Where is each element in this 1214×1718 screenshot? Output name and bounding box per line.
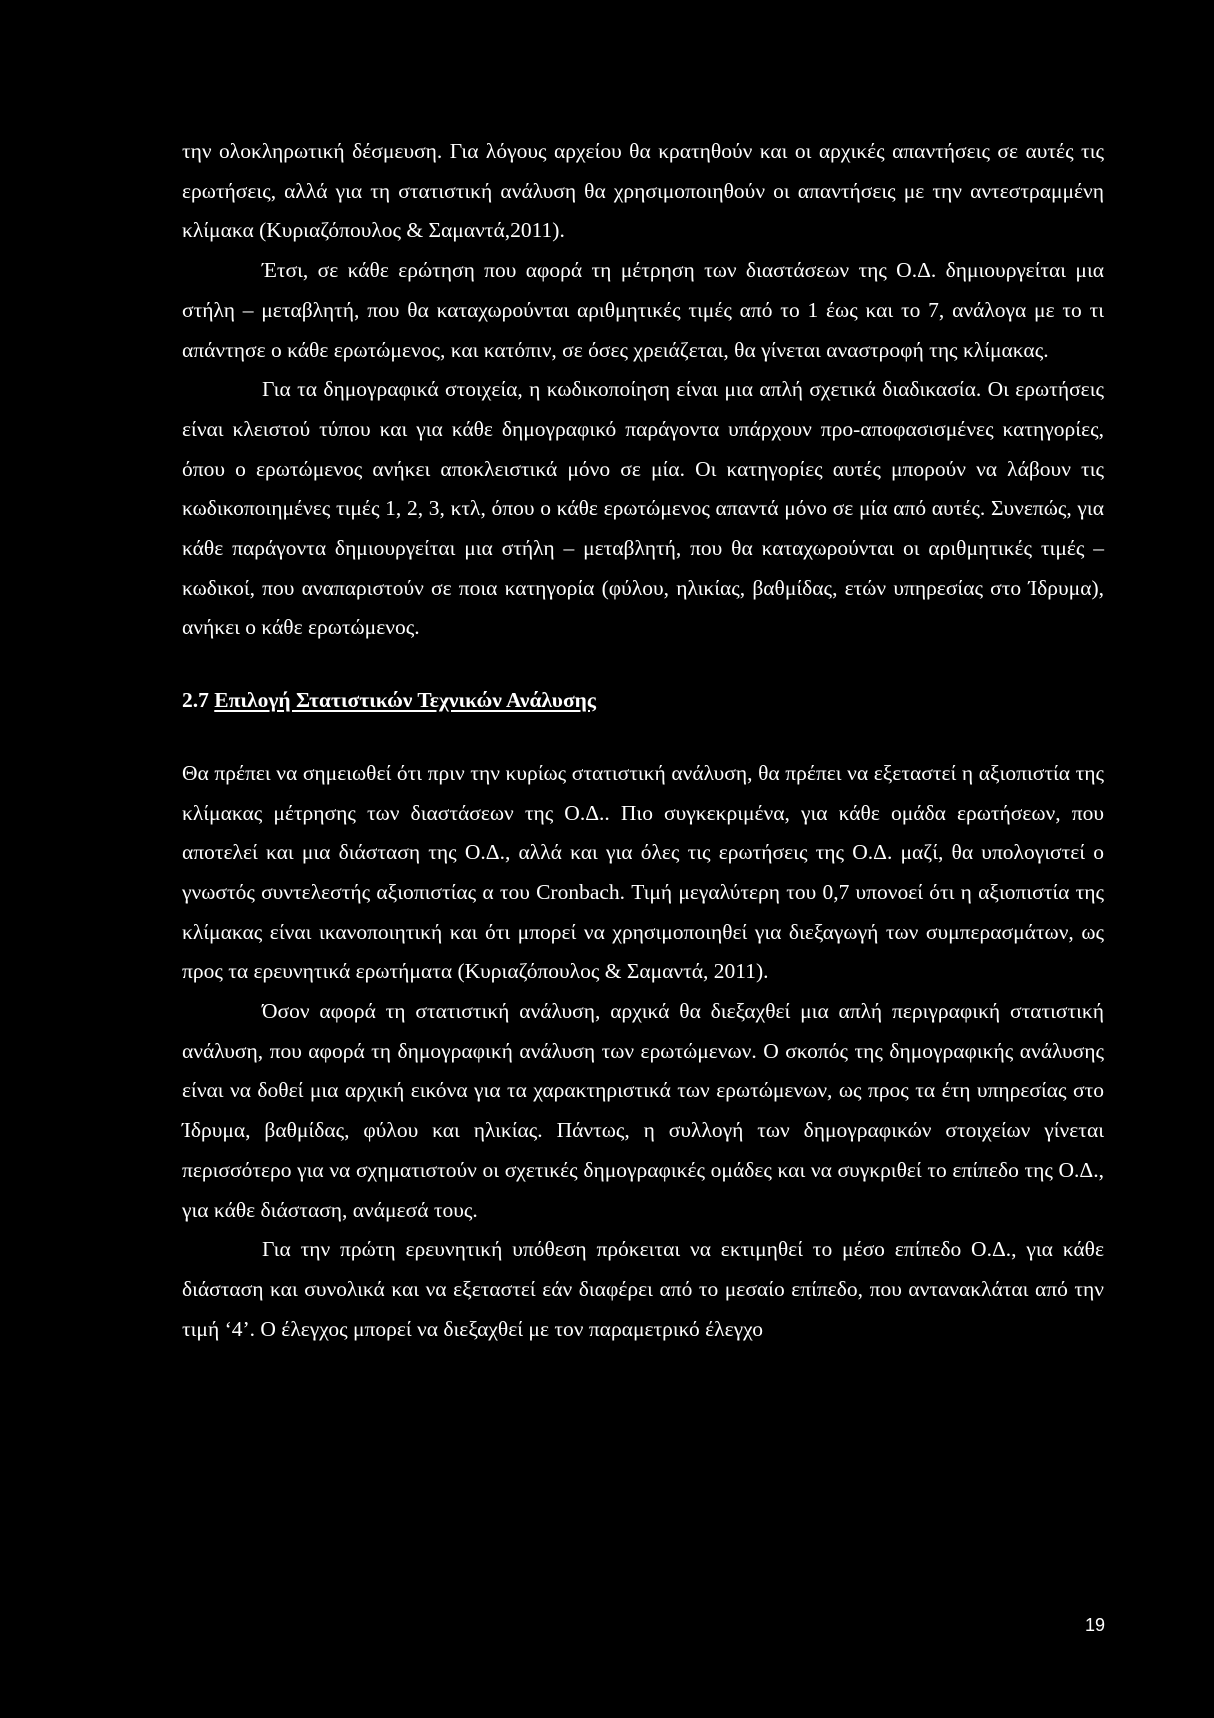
section-heading: [182, 681, 1104, 721]
paragraph-2: Έτσι, σε κάθε ερώτηση που αφορά τη μέτρηση των διαστάσεων της Ο.Δ. δημιουργείται μια στήλη – μεταβλητή, που θα καταχωρούνται αριθμητικές τιμές από το 1 έως και το 7, ανάλογα με το τι απάντησε ο κάθε ερωτώμενος, και κατόπιν, σε όσες χρειάζεται, θα γίνεται αναστροφή της κλίμακας.: [182, 258, 1104, 362]
section-title: Επιλογή Στατιστικών Τεχνικών Ανάλυσης: [214, 688, 596, 713]
page-content: [182, 132, 1104, 1349]
paragraph-1: την ολοκληρωτική δέσμευση. Για λόγους αρχείου θα κρατηθούν και οι αρχικές απαντήσεις σε αυτές τις ερωτήσεις, αλλά για τη στατιστική ανάλυση θα χρησιμοποιηθούν οι απαντήσεις με την αντεστραμμένη κλίμακα (Κυριαζόπουλος & Σαμαντά,2011).: [182, 139, 1104, 243]
paragraph-6: Για την πρώτη ερευνητική υπόθεση πρόκειται να εκτιμηθεί το μέσο επίπεδο Ο.Δ., για κάθε διάσταση και συνολικά και να εξεταστεί εάν διαφέρει από το μεσαίο επίπεδο, που αντανακλάται από την τιμή ‘4’. Ο έλεγχος μπορεί να διεξαχθεί με τον παραμετρικό έλεγχο: [182, 1237, 1104, 1341]
page-number: 19: [1084, 1615, 1105, 1635]
paragraph-4: Θα πρέπει να σημειωθεί ότι πριν την κυρίως στατιστική ανάλυση, θα πρέπει να εξεταστεί η αξιοπιστία της κλίμακας μέτρησης των διαστάσεων της Ο.Δ.. Πιο συγκεκριμένα, για κάθε ομάδα ερωτήσεων, που αποτελεί και μια διάσταση της Ο.Δ., αλλά και για όλες τις ερωτήσεις της Ο.Δ. μαζί, θα υπολογιστεί ο γνωστός συντελεστής αξιοπιστίας α του Cronbach. Τιμή μεγαλύτερη του 0,7 υπονοεί ότι η αξιοπιστία της κλίμακας είναι ικανοποιητική και ότι μπορεί να χρησιμοποιηθεί για διεξαγωγή των συμπερασμάτων, ως προς τα ερευνητικά ερωτήματα (Κυριαζόπουλος & Σαμαντά, 2011).: [182, 760, 1104, 984]
paragraph-5: Όσον αφορά τη στατιστική ανάλυση, αρχικά θα διεξαχθεί μια απλή περιγραφική στατιστική ανάλυση, που αφορά τη δημογραφική ανάλυση των ερωτώμενων. Ο σκοπός της δημογραφικής ανάλυσης είναι να δοθεί μια αρχική εικόνα για τα χαρακτηριστικά των ερωτώμενων, ως προς τα έτη υπηρεσίας στο Ίδρυμα, βαθμίδας, φύλου και ηλικίας. Πάντως, η συλλογή των δημογραφικών στοιχείων γίνεται περισσότερο για να σχηματιστούν οι σχετικές δημογραφικές ομάδες και να συγκριθεί το επίπεδο της Ο.Δ., για κάθε διάσταση, ανάμεσά τους.: [182, 999, 1104, 1222]
paragraph-3: Για τα δημογραφικά στοιχεία, η κωδικοποίηση είναι μια απλή σχετικά διαδικασία. Οι ερωτήσεις είναι κλειστού τύπου και για κάθε δημογραφικό παράγοντα υπάρχουν προ-αποφασισμένες κατηγορίες, όπου ο ερωτώμενος ανήκει αποκλειστικά μόνο σε μία. Οι κατηγορίες αυτές μπορούν να λάβουν τις κωδικοποιημένες τιμές 1, 2, 3, κτλ, όπου ο κάθε ερωτώμενος απαντά μόνο σε μία από αυτές. Συνεπώς, για κάθε παράγοντα δημιουργείται μια στήλη – μεταβλητή, που θα καταχωρούνται οι αριθμητικές τιμές – κωδικοί, που αναπαριστούν σε ποια κατηγορία (φύλου, ηλικίας, βαθμίδας, ετών υπηρεσίας στο Ίδρυμα), ανήκει ο κάθε ερωτώμενος.: [182, 377, 1104, 640]
section-number: 2.7: [182, 688, 209, 713]
